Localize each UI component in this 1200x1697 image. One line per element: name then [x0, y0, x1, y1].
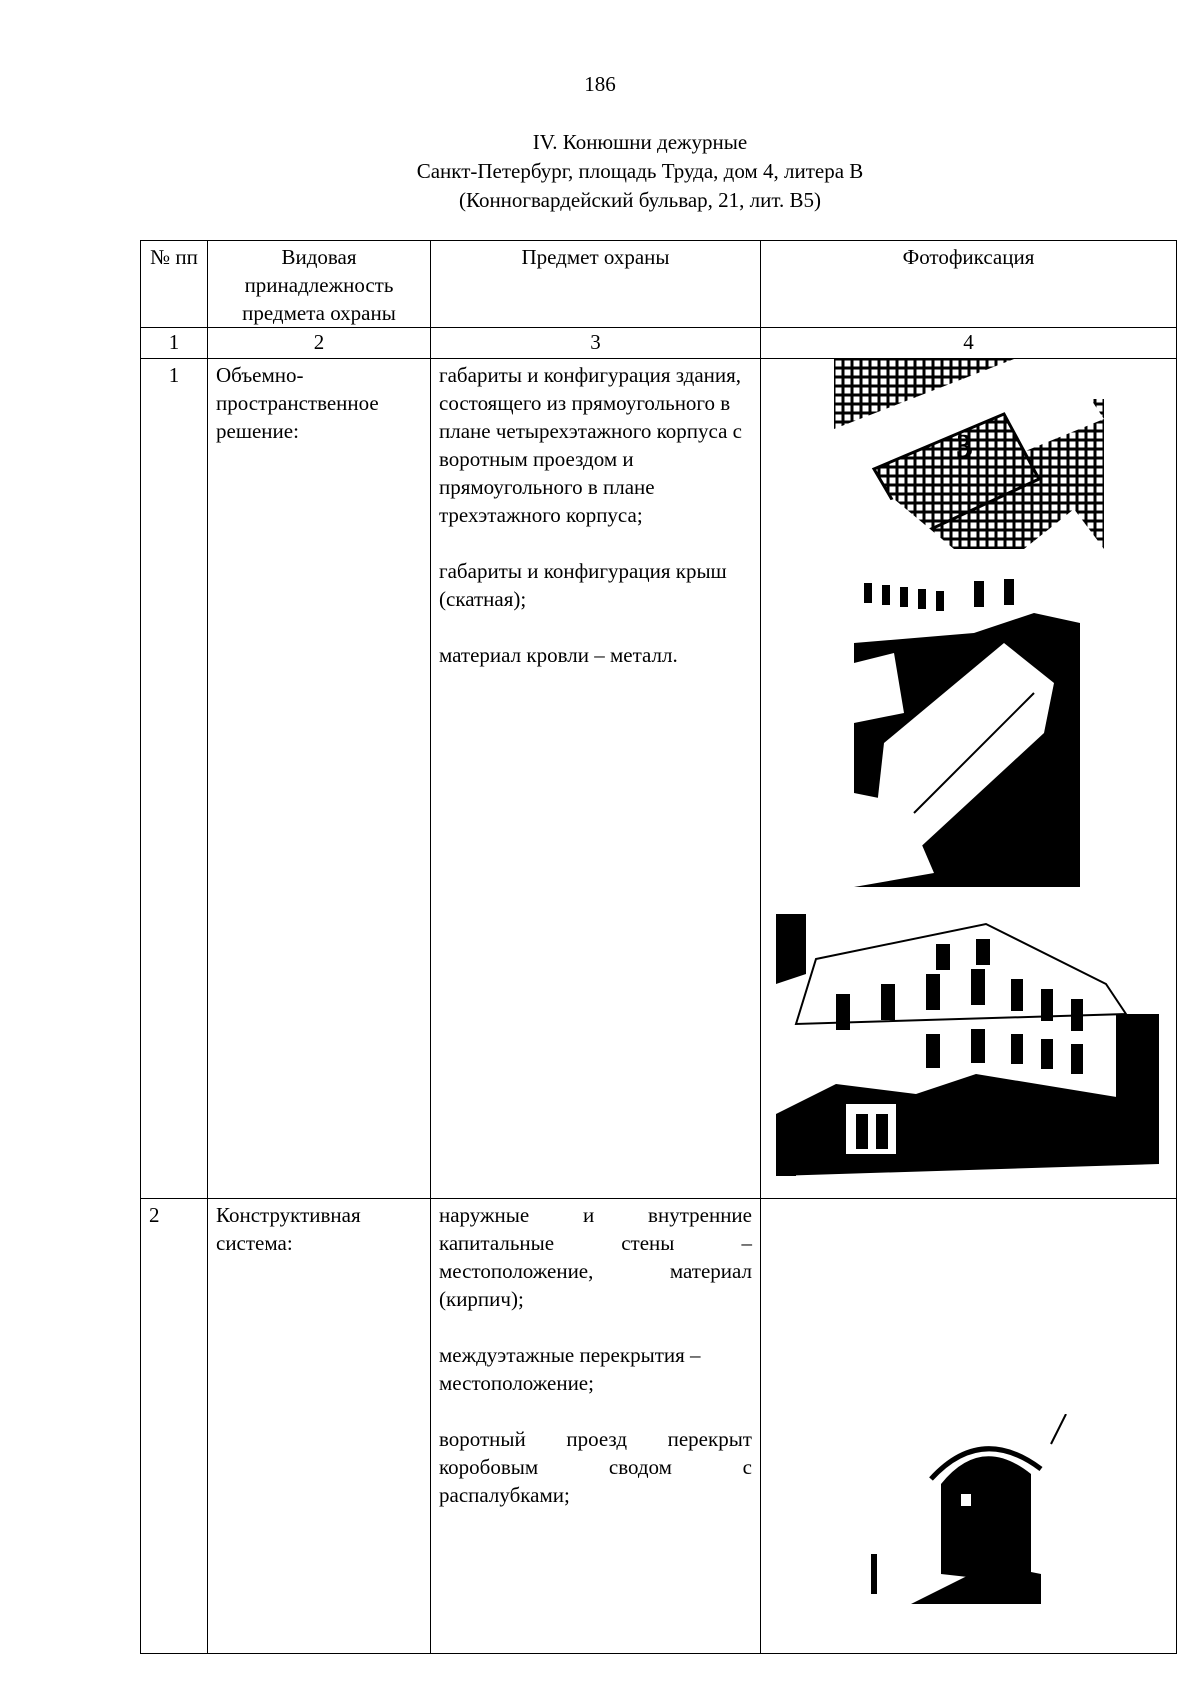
page-number: 186 [584, 72, 616, 96]
protection-item: материал кровли – металл. [439, 643, 678, 667]
protection-item: габариты и конфигурация крыш (скатная); [439, 559, 727, 611]
heading-address: Санкт-Петербург, площадь Труда, дом 4, литера В [416, 159, 864, 183]
column-number: 2 [208, 328, 431, 359]
protection-item: габариты и конфигурация здания, состоящего из прямоугольного в плане четырехэтажного корпуса с воротным проездом и прямоугольного в плане трехэтажного корпуса; [439, 363, 742, 527]
protection-table [140, 240, 1177, 1654]
column-number: 1 [141, 328, 208, 359]
heading-address-alt: (Конногвардейский бульвар, 21, лит. В5) [458, 188, 821, 212]
gate-passage-photo [871, 1414, 1071, 1614]
heading-title: IV. Конюшни дежурные [532, 130, 748, 154]
column-number: 4 [761, 328, 1177, 359]
table-row [141, 359, 1177, 1199]
column-number-row [141, 328, 1177, 359]
row-number: 2 [141, 1199, 208, 1654]
row-items [431, 1199, 761, 1654]
header-photo: Фотофиксация [761, 241, 1177, 328]
protection-item: междуэтажные перекрытия – местоположение; [439, 1343, 701, 1395]
aerial-photo [854, 573, 1080, 887]
header-type: Видовая принадлежность предмета охраны [208, 241, 431, 328]
document-heading [0, 128, 1200, 215]
row-type: Объемно-пространственное решение: [208, 359, 431, 1199]
photo-cell [761, 1199, 1177, 1654]
column-number: 3 [431, 328, 761, 359]
table-row [141, 1199, 1177, 1654]
site-plan-image [834, 359, 1104, 549]
photo-cell [761, 359, 1177, 1199]
protection-item: наружные и внутренние капитальные стены – местоположение, материал (кирпич); [439, 1203, 752, 1311]
table-header-row [141, 241, 1177, 328]
facade-photo [776, 914, 1159, 1176]
svg-text:3: 3 [956, 428, 973, 465]
protection-item: воротный проезд перекрыт коробовым сводом с распалубками; [439, 1427, 752, 1507]
row-items [431, 359, 761, 1199]
row-number: 1 [141, 359, 208, 1199]
row-type: Конструктивная система: [208, 1199, 431, 1654]
header-subject: Предмет охраны [431, 241, 761, 328]
header-num: № пп [141, 241, 208, 328]
